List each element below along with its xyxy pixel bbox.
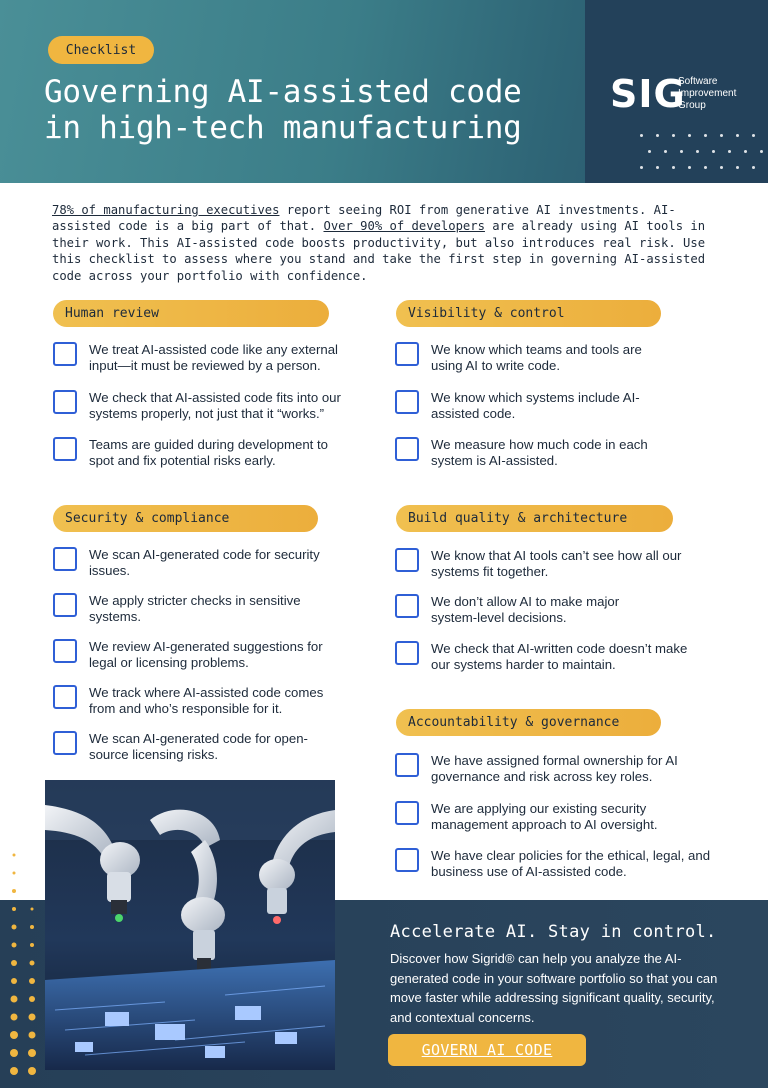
header-dot-pattern: [640, 128, 768, 183]
robot-arms-illustration: [45, 780, 335, 1070]
checklist-item-text: We are applying our existing security management approach to AI oversight.: [431, 801, 658, 832]
checkbox[interactable]: [395, 342, 419, 366]
checklist-item-text: We know that AI tools can’t see how all our systems fit together.: [431, 548, 682, 579]
checklist-badge: Checklist: [48, 36, 154, 64]
checklist-item-text: We review AI-generated suggestions for legal or licensing problems.: [89, 639, 323, 670]
checklist-item: [53, 685, 349, 717]
checklist-item-text: We know which teams and tools are using AI to write code.: [431, 342, 642, 373]
checkbox[interactable]: [395, 848, 419, 872]
checkbox[interactable]: [53, 639, 77, 663]
checklist-item-text: We scan AI-generated code for open-source licensing risks.: [89, 731, 308, 762]
title-line-1: Governing AI-assisted code: [44, 74, 522, 110]
checkbox[interactable]: [395, 548, 419, 572]
title-line-2: in high-tech manufacturing: [44, 110, 522, 146]
sig-logo-mark: SIG: [610, 72, 686, 116]
checklist-item-text: We apply stricter checks in sensitive systems.: [89, 593, 301, 624]
checklist-item-text: We don’t allow AI to make major system-level decisions.: [431, 594, 620, 625]
logo-line-3: Group: [678, 100, 706, 111]
section-accountability-governance: Accountability & governance: [396, 709, 661, 736]
page-title: [44, 74, 584, 146]
checklist-item: [395, 342, 666, 374]
checklist-item-text: We treat AI-assisted code like any external input—it must be reviewed by a person.: [89, 342, 338, 373]
header-banner: [0, 0, 768, 183]
checklist-item: [395, 801, 691, 833]
checklist-item: [395, 548, 686, 580]
intro-paragraph: [52, 202, 712, 284]
checkbox[interactable]: [395, 801, 419, 825]
checklist-item-text: We have assigned formal ownership for AI governance and risk across key roles.: [431, 753, 678, 784]
checklist-item-text: Teams are guided during development to spot and fix potential risks early.: [89, 437, 328, 468]
sig-logo: [610, 72, 760, 116]
checklist-item-text: We check that AI-assisted code fits into our systems properly, not just that it “works.”: [89, 390, 341, 421]
checkbox[interactable]: [53, 390, 77, 414]
checklist-item-text: We know which systems include AI-assisted code.: [431, 390, 640, 421]
section-security-compliance: Security & compliance: [53, 505, 318, 532]
checkbox[interactable]: [395, 437, 419, 461]
checklist-item-text: We measure how much code in each system is AI-assisted.: [431, 437, 648, 468]
checklist-item: [53, 593, 324, 625]
checklist-item: [53, 390, 364, 422]
checkbox[interactable]: [53, 437, 77, 461]
section-visibility-control: Visibility & control: [396, 300, 661, 327]
checkbox[interactable]: [395, 390, 419, 414]
checklist-item-text: We scan AI-generated code for security issues.: [89, 547, 320, 578]
cta-body: Discover how Sigrid® can help you analyze the AI-generated code in your software portfolio so that you can move faster while addressing significant quality, security, and contextual concerns.: [390, 951, 718, 1025]
intro-text-1: report seeing ROI from generative AI investments. AI-assisted code is a big part of that.: [52, 203, 676, 234]
checklist-item: [395, 848, 716, 880]
robot-arms-photo: [45, 780, 335, 1070]
cta-title: Accelerate AI. Stay in control.: [390, 922, 717, 942]
intro-link-executives[interactable]: 78% of manufacturing executives: [52, 203, 280, 217]
checklist-item: [53, 437, 339, 469]
section-human-review: Human review: [53, 300, 329, 327]
checklist-item-text: We have clear policies for the ethical, legal, and business use of AI-assisted code.: [431, 848, 711, 879]
checklist-item-text: We track where AI-assisted code comes from and who’s responsible for it.: [89, 685, 324, 716]
checkbox[interactable]: [53, 731, 77, 755]
logo-line-2: Improvement: [678, 88, 737, 99]
intro-link-developers[interactable]: Over 90% of developers: [323, 219, 485, 234]
section-build-quality: Build quality & architecture: [396, 505, 673, 532]
checkbox[interactable]: [53, 547, 77, 571]
checklist-item: [395, 390, 661, 422]
logo-line-1: Software: [678, 76, 718, 87]
intro-text-2: are already using AI tools in their work. This AI-assisted code boosts productivity, but also introduces real risk. Use this checklist to assess where you stand and take the first step in governing AI-assisted code across your portfolio with confidence.: [52, 219, 706, 283]
sig-logo-text: [678, 76, 736, 112]
checklist-item: [395, 437, 671, 469]
checkbox[interactable]: [395, 594, 419, 618]
checkbox[interactable]: [53, 342, 77, 366]
checklist-item: [53, 731, 334, 763]
checkbox[interactable]: [53, 685, 77, 709]
checkbox[interactable]: [395, 753, 419, 777]
checkbox[interactable]: [395, 641, 419, 665]
checklist-item: [395, 594, 656, 626]
govern-ai-code-button[interactable]: GOVERN AI CODE: [388, 1034, 586, 1066]
left-dot-pattern: [0, 845, 50, 1088]
checklist-item: [53, 639, 349, 671]
checklist-item: [53, 342, 364, 374]
checkbox[interactable]: [53, 593, 77, 617]
checklist-item: [53, 547, 344, 579]
checklist-item: [395, 753, 696, 785]
checklist-item-text: We check that AI-written code doesn’t make our systems harder to maintain.: [431, 641, 688, 672]
checklist-item: [395, 641, 691, 673]
